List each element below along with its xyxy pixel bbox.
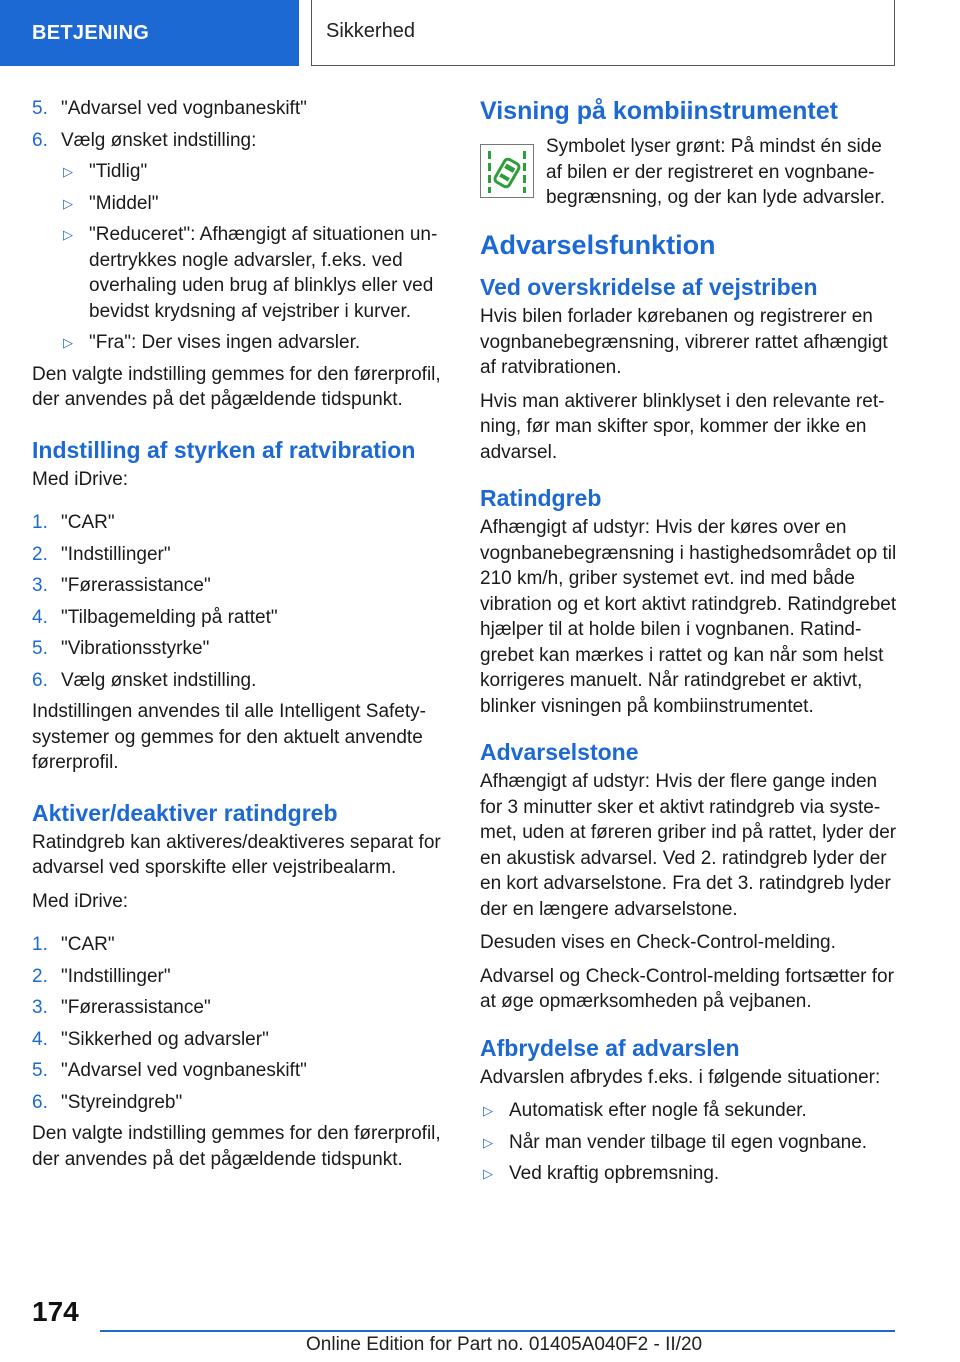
step-text: Vælg ønsket indstilling: xyxy=(61,129,257,151)
step-text: "Førerassistance" xyxy=(61,997,211,1018)
step-number: 2. xyxy=(32,965,48,987)
heading-function: Advarselsfunktion xyxy=(480,230,716,260)
step-number: 1. xyxy=(32,934,48,955)
lane-departure-warning-icon xyxy=(480,144,534,198)
options-list xyxy=(32,159,450,356)
step-number: 3. xyxy=(32,997,48,1018)
interrupt-text: Automatisk efter nogle få sekunder. xyxy=(509,1100,807,1121)
option-text: "Tidlig" xyxy=(89,161,148,182)
heading-intervention: Ratindgreb xyxy=(480,485,602,511)
page-header xyxy=(0,0,960,66)
heading-interrupt: Afbrydelse af advarslen xyxy=(480,1034,740,1061)
list-item xyxy=(32,159,450,185)
edition-note: Online Edition for Part no. 01405A040F2 - II/20 xyxy=(306,1334,703,1355)
right-column xyxy=(480,96,898,1193)
paragraph-toggle: Ratindgreb kan aktiveres/deaktiveres separat for advarsel ved sporskifte eller vejstribealarm. xyxy=(32,831,441,878)
with-idrive-1: Med iDrive: xyxy=(32,468,129,490)
paragraph-saved-2: Den valgte indstilling gemmes for den førerprofil, der anvendes på det pågældende tidspunkt. xyxy=(32,1123,441,1170)
triangle-bullet-icon: ▷ xyxy=(63,335,73,350)
steps-list-strength xyxy=(32,510,450,693)
step-number: 1. xyxy=(32,512,48,533)
step-number: 5. xyxy=(32,1060,48,1081)
list-item xyxy=(32,668,450,694)
list-item xyxy=(32,222,450,324)
list-item xyxy=(32,605,450,631)
step-number: 4. xyxy=(32,1028,48,1050)
list-item xyxy=(480,1161,898,1187)
step-number: 5. xyxy=(32,638,48,659)
step-text: "Styreindgreb" xyxy=(61,1091,183,1113)
step-text: Vælg ønsket indstilling. xyxy=(61,669,257,691)
triangle-bullet-icon: ▷ xyxy=(63,164,73,179)
list-item xyxy=(32,191,450,217)
paragraph-intervention: Afhængigt af udstyr: Hvis der køres over en vognbanebegrænsning i hastighedsområdet op til 210 km/h, griber systemet evt. ind med både vibration og et kort aktivt ratindgreb. Ratindgrebet hjælper til at holde bilen i vognbanen. Ratindgrebet kan mærkes i rattet og kan når som helst korrigeres manuelt. Når ratindgrebet er aktivt, blinker visningen på kombiinstrumentet. xyxy=(480,517,897,717)
list-item xyxy=(32,128,450,154)
step-number: 3. xyxy=(32,575,48,596)
steps-list-toggle xyxy=(32,932,450,1115)
step-number: 6. xyxy=(32,1091,48,1113)
list-item xyxy=(32,1027,450,1053)
step-number: 5. xyxy=(32,98,48,119)
triangle-bullet-icon: ▷ xyxy=(483,1134,493,1150)
paragraph-continue: Advarsel og Check-Control-melding fortsætter for at øge opmærksomheden på vejbanen. xyxy=(480,965,894,1012)
page-number: 174 xyxy=(32,1296,79,1327)
paragraph-exceed-2: Hvis man aktiverer blinklyset i den relevante retning, før man skifter spor, kommer der ikke en advarsel. xyxy=(480,390,885,463)
list-item xyxy=(480,1098,898,1124)
interrupt-list xyxy=(480,1098,898,1187)
step-text: "Advarsel ved vognbaneskift" xyxy=(61,98,307,119)
chapter-title: Sikkerhed xyxy=(311,0,895,66)
list-item xyxy=(32,932,450,958)
paragraph-saved-1: Den valgte indstilling gemmes for den førerprofil, der anvendes på det pågældende tidspunkt. xyxy=(32,363,441,410)
step-text: "Vibrationsstyrke" xyxy=(61,638,210,659)
option-text: "Reduceret": Afhængigt af situationen undertrykkes nogle advarsler, f.eks. ved overhaling uden brug af blinklys eller ved bevidst krydsning af vejstriber i kurver. xyxy=(89,224,438,322)
step-text: "Indstillinger" xyxy=(61,543,171,565)
list-item xyxy=(32,636,450,662)
step-text: "Advarsel ved vognbaneskift" xyxy=(61,1060,307,1081)
list-item xyxy=(32,995,450,1021)
step-text: "CAR" xyxy=(61,512,115,533)
left-column xyxy=(32,96,450,1180)
step-text: "Tilbagemelding på rattet" xyxy=(61,606,278,628)
paragraph-interrupt: Advarslen afbrydes f.eks. i følgende situationer: xyxy=(480,1066,881,1088)
list-item xyxy=(32,330,450,356)
step-text: "Førerassistance" xyxy=(61,575,211,596)
paragraph-check: Desuden vises en Check-Control-melding. xyxy=(480,932,836,953)
interrupt-text: Ved kraftig opbremsning. xyxy=(509,1163,720,1184)
with-idrive-2: Med iDrive: xyxy=(32,890,129,912)
heading-strength: Indstilling af styrken af ratvibration xyxy=(32,436,416,463)
paragraph-symbol: Symbolet lyser grønt: På mindst én side af bilen er der registreret en vognbanebegrænsning, og der kan lyde advarsler. xyxy=(546,136,886,208)
list-item xyxy=(32,964,450,990)
list-item xyxy=(32,1058,450,1084)
interrupt-text: Når man vender tilbage til egen vognbane. xyxy=(509,1131,868,1153)
step-number: 4. xyxy=(32,606,48,628)
symbol-row xyxy=(480,134,898,214)
triangle-bullet-icon: ▷ xyxy=(63,195,73,211)
triangle-bullet-icon: ▷ xyxy=(483,1166,493,1181)
heading-exceed: Ved overskridelse af vejstriben xyxy=(480,274,818,300)
step-number: 6. xyxy=(32,129,48,151)
list-item xyxy=(480,1130,898,1156)
option-text: "Middel" xyxy=(89,192,159,214)
step-number: 6. xyxy=(32,669,48,691)
paragraph-exceed-1: Hvis bilen forlader kørebanen og registrerer en vognbanebegrænsning, vibrerer rattet afhængigt af ratvibrationen. xyxy=(480,306,888,378)
section-tab: BETJENING xyxy=(0,0,299,66)
heading-toggle: Aktiver/deaktiver ratindgreb xyxy=(32,799,338,826)
option-text: "Fra": Der vises ingen advarsler. xyxy=(89,332,361,353)
list-item xyxy=(32,573,450,599)
list-item xyxy=(32,510,450,536)
list-item xyxy=(32,1090,450,1116)
step-number: 2. xyxy=(32,543,48,565)
paragraph-applies: Indstillingen anvendes til alle Intelligent Safety-systemer og gemmes for den aktuelt anvendte førerprofil. xyxy=(32,701,426,773)
triangle-bullet-icon: ▷ xyxy=(483,1103,493,1118)
step-text: "Indstillinger" xyxy=(61,965,171,987)
paragraph-tone: Afhængigt af udstyr: Hvis der flere gange inden for 3 minutter sker et aktivt ratindgreb via systemet, uden at føreren griber ind på rattet, lyder der en akustisk advarsel. Ved 2. ratindgreb lyder der en kort advarselstone. Fra det 3. ratindgreb lyder der en længere advarselstone. xyxy=(480,771,897,920)
step-text: "CAR" xyxy=(61,934,115,955)
list-item xyxy=(32,542,450,568)
steps-list-top xyxy=(32,96,450,153)
triangle-bullet-icon: ▷ xyxy=(63,227,73,242)
heading-display: Visning på kombiinstrumentet xyxy=(480,97,838,125)
step-text: "Sikkerhed og advarsler" xyxy=(61,1028,269,1050)
list-item xyxy=(32,96,450,122)
footer-divider xyxy=(100,1330,895,1332)
heading-tone: Advarselstone xyxy=(480,739,639,765)
